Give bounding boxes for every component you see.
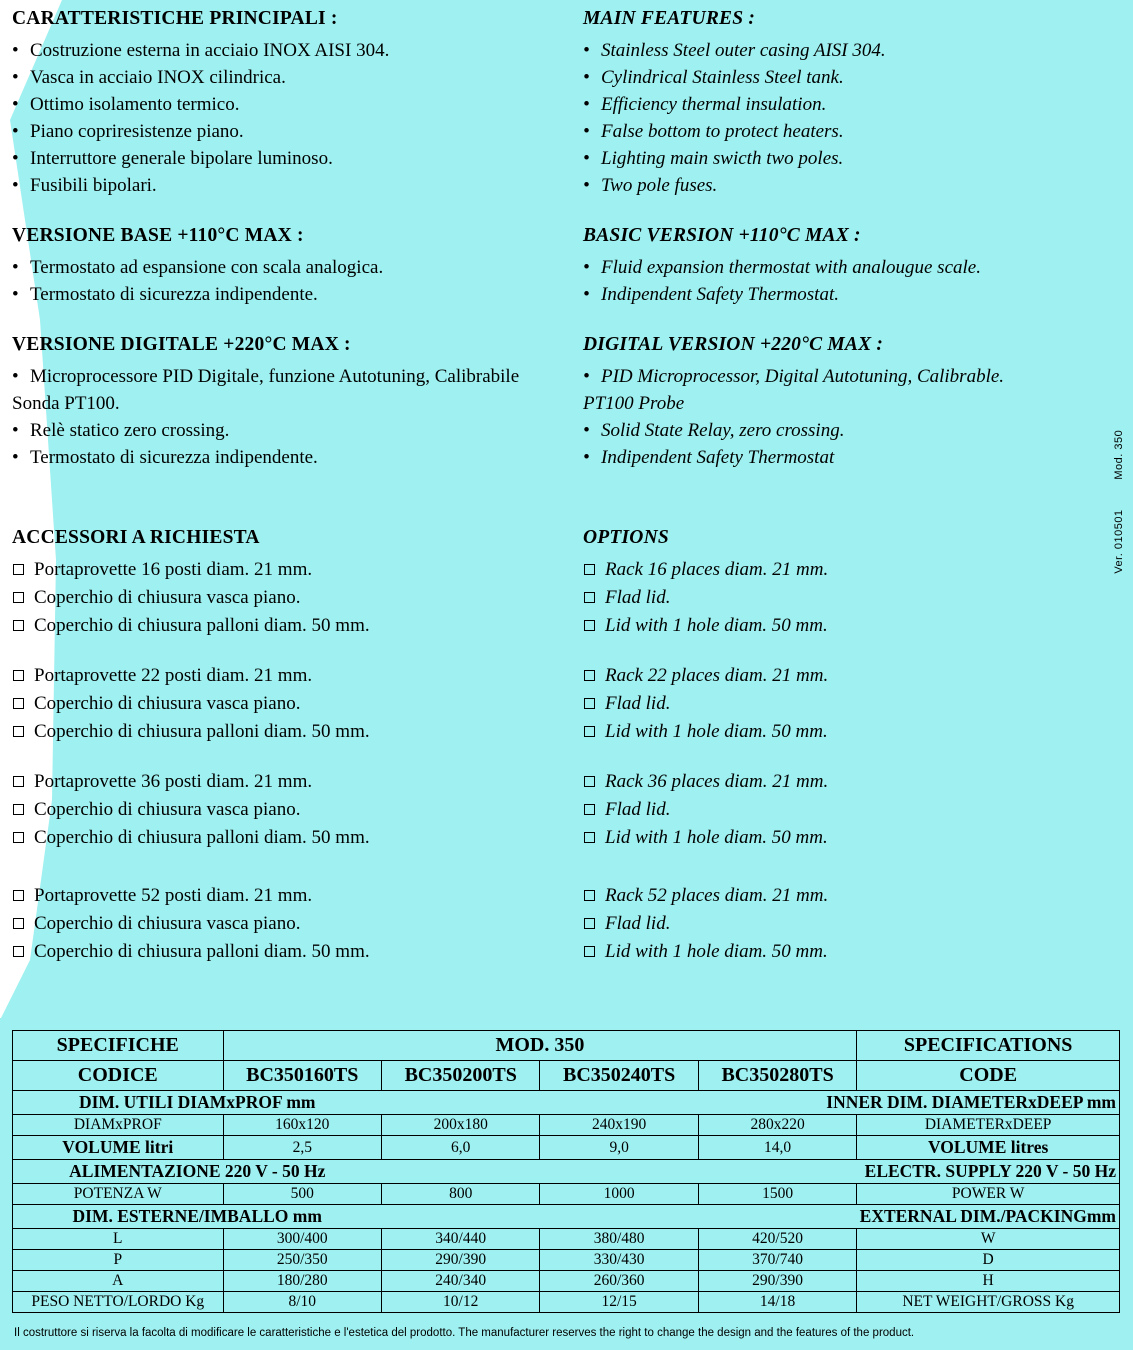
spacer bbox=[12, 308, 572, 334]
list-item: Flad lid. bbox=[583, 690, 1083, 718]
cell-supply-en: ELECTR. SUPPLY 220 V - 50 Hz bbox=[698, 1160, 1119, 1184]
model-label: Mod. 350 bbox=[1113, 430, 1125, 480]
list-item: Portaprovette 22 posti diam. 21 mm. bbox=[12, 662, 572, 690]
italian-digital-version-heading: VERSIONE DIGITALE +220°C MAX : bbox=[12, 334, 351, 355]
english-basic-version-list bbox=[583, 254, 1083, 308]
cell-a-2: 240/340 bbox=[381, 1271, 539, 1292]
list-item: • Indipendent Safety Thermostat bbox=[583, 444, 1083, 471]
cell-code-2: BC350200TS bbox=[381, 1061, 539, 1091]
cell-l-1: 300/400 bbox=[223, 1229, 381, 1250]
list-item: • Vasca in acciaio INOX cilindrica. bbox=[12, 64, 572, 91]
list-item: Portaprovette 16 posti diam. 21 mm. bbox=[12, 556, 572, 584]
list-item: • Solid State Relay, zero crossing. bbox=[583, 417, 1083, 444]
cell-l-en: W bbox=[857, 1229, 1120, 1250]
cell-diam-en: DIAMETERxDEEP bbox=[857, 1115, 1120, 1136]
cell-codice: CODICE bbox=[13, 1061, 224, 1091]
table-row bbox=[13, 1205, 1120, 1229]
cell-volume-1: 2,5 bbox=[223, 1136, 381, 1160]
list-item: Coperchio di chiusura vasca piano. bbox=[12, 910, 572, 938]
list-item: Lid with 1 hole diam. 50 mm. bbox=[583, 612, 1083, 640]
cell-weight-1: 8/10 bbox=[223, 1292, 381, 1313]
cell-inner-dim-it: DIM. UTILI DIAMxPROF mm bbox=[13, 1091, 382, 1115]
table-row bbox=[13, 1061, 1120, 1091]
cell-spacer bbox=[540, 1160, 698, 1184]
cell-power-1: 500 bbox=[223, 1184, 381, 1205]
list-item: • Efficiency thermal insulation. bbox=[583, 91, 1083, 118]
cell-p-en: D bbox=[857, 1250, 1120, 1271]
list-item: Coperchio di chiusura palloni diam. 50 mm. bbox=[12, 718, 572, 746]
cell-power-3: 1000 bbox=[540, 1184, 698, 1205]
disclaimer-note: Il costruttore si riserva la facolta di modificare le caratteristiche e l'estetica del prodotto. The manufacturer reserves the right to change the design and the features of the product. bbox=[14, 1327, 915, 1339]
cell-specifiche: SPECIFICHE bbox=[13, 1031, 224, 1061]
spacer bbox=[583, 746, 1083, 768]
cell-diam-1: 160x120 bbox=[223, 1115, 381, 1136]
cell-code-1: BC350160TS bbox=[223, 1061, 381, 1091]
italian-digital-version-list bbox=[12, 363, 572, 471]
list-item: • Relè statico zero crossing. bbox=[12, 417, 572, 444]
list-item: Lid with 1 hole diam. 50 mm. bbox=[583, 938, 1083, 966]
english-digital-version-heading: DIGITAL VERSION +220°C MAX : bbox=[583, 334, 884, 355]
cell-power-label: POTENZA W bbox=[13, 1184, 224, 1205]
table-row bbox=[13, 1031, 1120, 1061]
list-item: Coperchio di chiusura vasca piano. bbox=[12, 796, 572, 824]
cell-l-3: 380/480 bbox=[540, 1229, 698, 1250]
cell-a-1: 180/280 bbox=[223, 1271, 381, 1292]
cell-power-2: 800 bbox=[381, 1184, 539, 1205]
list-item: • Cylindrical Stainless Steel tank. bbox=[583, 64, 1083, 91]
cell-p-1: 250/350 bbox=[223, 1250, 381, 1271]
list-item: Rack 22 places diam. 21 mm. bbox=[583, 662, 1083, 690]
cell-spacer bbox=[540, 1205, 698, 1229]
spacer bbox=[583, 199, 1083, 225]
spacer bbox=[12, 746, 572, 768]
list-item: • Lighting main swicth two poles. bbox=[583, 145, 1083, 172]
cell-spacer bbox=[540, 1091, 698, 1115]
table-row bbox=[13, 1160, 1120, 1184]
cell-spacer bbox=[381, 1205, 539, 1229]
spacer bbox=[12, 199, 572, 225]
list-item: Flad lid. bbox=[583, 584, 1083, 612]
english-column bbox=[583, 8, 1083, 966]
spacer bbox=[12, 471, 572, 527]
list-item: • Fusibili bipolari. bbox=[12, 172, 572, 199]
table-row bbox=[13, 1136, 1120, 1160]
cell-volume-en: VOLUME litres bbox=[857, 1136, 1120, 1160]
cell-p-label: P bbox=[13, 1250, 224, 1271]
cell-volume-label: VOLUME litri bbox=[13, 1136, 224, 1160]
english-options-group-4 bbox=[583, 882, 1083, 966]
specifications-table-wrapper bbox=[12, 1030, 1120, 1313]
spacer bbox=[583, 308, 1083, 334]
table-row bbox=[13, 1271, 1120, 1292]
english-basic-version-heading: BASIC VERSION +110°C MAX : bbox=[583, 225, 861, 246]
cell-a-en: H bbox=[857, 1271, 1120, 1292]
list-item: Coperchio di chiusura palloni diam. 50 mm. bbox=[12, 612, 572, 640]
table-row bbox=[13, 1091, 1120, 1115]
list-item: • Stainless Steel outer casing AISI 304. bbox=[583, 37, 1083, 64]
cell-weight-2: 10/12 bbox=[381, 1292, 539, 1313]
italian-basic-version-heading: VERSIONE BASE +110°C MAX : bbox=[12, 225, 304, 246]
cell-weight-3: 12/15 bbox=[540, 1292, 698, 1313]
list-item: Flad lid. bbox=[583, 796, 1083, 824]
cell-l-2: 340/440 bbox=[381, 1229, 539, 1250]
cell-volume-2: 6,0 bbox=[381, 1136, 539, 1160]
list-item-continuation: Sonda PT100. bbox=[12, 393, 120, 414]
list-item: Coperchio di chiusura palloni diam. 50 mm. bbox=[12, 938, 572, 966]
spacer bbox=[583, 852, 1083, 882]
specifications-table bbox=[12, 1030, 1120, 1313]
table-row bbox=[13, 1250, 1120, 1271]
cell-p-3: 330/430 bbox=[540, 1250, 698, 1271]
list-item: • Piano copriresistenze piano. bbox=[12, 118, 572, 145]
cell-diam-4: 280x220 bbox=[698, 1115, 856, 1136]
english-main-features-list bbox=[583, 37, 1083, 199]
cell-spacer bbox=[381, 1160, 539, 1184]
cell-diam-label: DIAMxPROF bbox=[13, 1115, 224, 1136]
cell-diam-3: 240x190 bbox=[540, 1115, 698, 1136]
list-item: Lid with 1 hole diam. 50 mm. bbox=[583, 718, 1083, 746]
english-options-group-2 bbox=[583, 662, 1083, 746]
list-item: • False bottom to protect heaters. bbox=[583, 118, 1083, 145]
spacer bbox=[583, 640, 1083, 662]
cell-power-4: 1500 bbox=[698, 1184, 856, 1205]
spacer bbox=[12, 852, 572, 882]
list-item: • Termostato di sicurezza indipendente. bbox=[12, 281, 572, 308]
cell-model: MOD. 350 bbox=[223, 1031, 857, 1061]
cell-l-label: L bbox=[13, 1229, 224, 1250]
list-item: Flad lid. bbox=[583, 910, 1083, 938]
italian-options-group-3 bbox=[12, 768, 572, 852]
cell-volume-3: 9,0 bbox=[540, 1136, 698, 1160]
italian-options-heading: ACCESSORI A RICHIESTA bbox=[12, 527, 260, 548]
list-item: • Microprocessore PID Digitale, funzione Autotuning, Calibrabile bbox=[12, 363, 572, 390]
italian-main-features-heading: CARATTERISTICHE PRINCIPALI : bbox=[12, 8, 338, 29]
list-item: • Indipendent Safety Thermostat. bbox=[583, 281, 1083, 308]
italian-main-features-list bbox=[12, 37, 572, 199]
cell-diam-2: 200x180 bbox=[381, 1115, 539, 1136]
english-main-features-heading: MAIN FEATURES : bbox=[583, 8, 756, 29]
table-row bbox=[13, 1292, 1120, 1313]
english-digital-version-list bbox=[583, 363, 1083, 471]
cell-supply-it: ALIMENTAZIONE 220 V - 50 Hz bbox=[13, 1160, 382, 1184]
list-item: • Termostato di sicurezza indipendente. bbox=[12, 444, 572, 471]
list-item-continuation: PT100 Probe bbox=[583, 393, 685, 414]
list-item: • Termostato ad espansione con scala analogica. bbox=[12, 254, 572, 281]
list-item: • Costruzione esterna in acciaio INOX AISI 304. bbox=[12, 37, 572, 64]
list-item: Coperchio di chiusura vasca piano. bbox=[12, 584, 572, 612]
cell-a-4: 290/390 bbox=[698, 1271, 856, 1292]
cell-code-3: BC350240TS bbox=[540, 1061, 698, 1091]
cell-weight-label: PESO NETTO/LORDO Kg bbox=[13, 1292, 224, 1313]
table-row bbox=[13, 1115, 1120, 1136]
list-item: Rack 36 places diam. 21 mm. bbox=[583, 768, 1083, 796]
list-item: Portaprovette 36 posti diam. 21 mm. bbox=[12, 768, 572, 796]
list-item: • Fluid expansion thermostat with analougue scale. bbox=[583, 254, 1083, 281]
cell-weight-en: NET WEIGHT/GROSS Kg bbox=[857, 1292, 1120, 1313]
table-row bbox=[13, 1184, 1120, 1205]
list-item: Portaprovette 52 posti diam. 21 mm. bbox=[12, 882, 572, 910]
cell-volume-4: 14,0 bbox=[698, 1136, 856, 1160]
english-options-heading: OPTIONS bbox=[583, 527, 669, 548]
list-item: • Interruttore generale bipolare luminoso. bbox=[12, 145, 572, 172]
list-item: • PID Microprocessor, Digital Autotuning, Calibrable. bbox=[583, 363, 1083, 390]
cell-code-en: CODE bbox=[857, 1061, 1120, 1091]
side-labels bbox=[1113, 430, 1125, 574]
english-options-group-3 bbox=[583, 768, 1083, 852]
list-item: Coperchio di chiusura palloni diam. 50 mm. bbox=[12, 824, 572, 852]
spacer bbox=[583, 471, 1083, 527]
cell-a-label: A bbox=[13, 1271, 224, 1292]
cell-specifications: SPECIFICATIONS bbox=[857, 1031, 1120, 1061]
list-item: Rack 52 places diam. 21 mm. bbox=[583, 882, 1083, 910]
cell-weight-4: 14/18 bbox=[698, 1292, 856, 1313]
cell-a-3: 260/360 bbox=[540, 1271, 698, 1292]
italian-options-group-4 bbox=[12, 882, 572, 966]
cell-code-4: BC350280TS bbox=[698, 1061, 856, 1091]
list-item: Rack 16 places diam. 21 mm. bbox=[583, 556, 1083, 584]
cell-l-4: 420/520 bbox=[698, 1229, 856, 1250]
cell-p-2: 290/390 bbox=[381, 1250, 539, 1271]
italian-options-group-1 bbox=[12, 556, 572, 640]
version-label: Ver. 010501 bbox=[1113, 509, 1125, 574]
italian-basic-version-list bbox=[12, 254, 572, 308]
cell-external-it: DIM. ESTERNE/IMBALLO mm bbox=[13, 1205, 382, 1229]
list-item: • Two pole fuses. bbox=[583, 172, 1083, 199]
italian-column bbox=[12, 8, 572, 966]
english-options-group-1 bbox=[583, 556, 1083, 640]
spacer bbox=[12, 640, 572, 662]
cell-inner-dim-en: INNER DIM. DIAMETERxDEEP mm bbox=[698, 1091, 1119, 1115]
cell-p-4: 370/740 bbox=[698, 1250, 856, 1271]
cell-spacer bbox=[381, 1091, 539, 1115]
cell-power-en: POWER W bbox=[857, 1184, 1120, 1205]
cell-external-en: EXTERNAL DIM./PACKINGmm bbox=[698, 1205, 1119, 1229]
italian-options-group-2 bbox=[12, 662, 572, 746]
table-row bbox=[13, 1229, 1120, 1250]
list-item: Lid with 1 hole diam. 50 mm. bbox=[583, 824, 1083, 852]
list-item: Coperchio di chiusura vasca piano. bbox=[12, 690, 572, 718]
list-item: • Ottimo isolamento termico. bbox=[12, 91, 572, 118]
